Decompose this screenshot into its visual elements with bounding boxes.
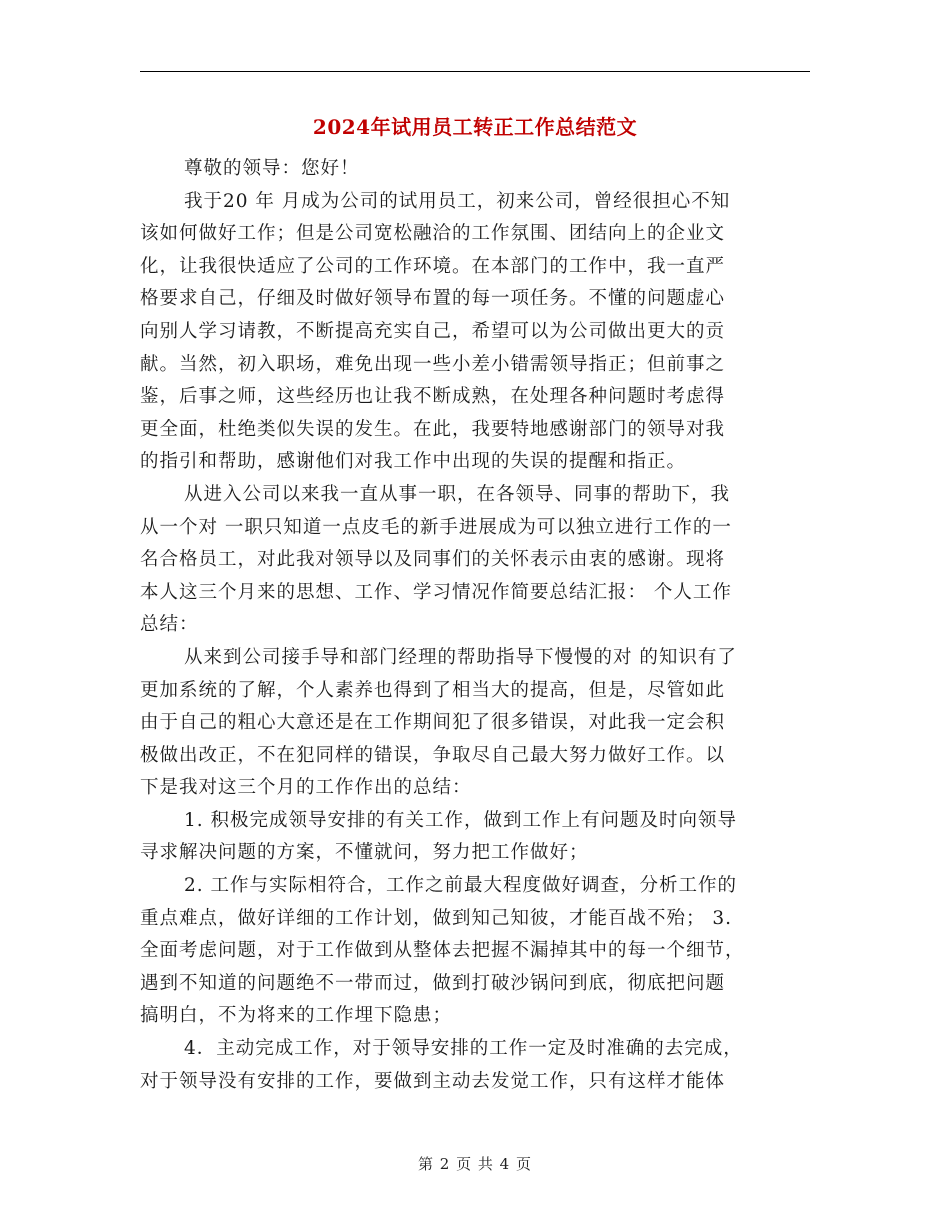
body-line: 1. 积极完成领导安排的有关工作，做到工作上有问题及时向领导 [184, 809, 738, 831]
page-footer: 第 2 页 共 4 页 [418, 1155, 532, 1173]
body-line: 我于20 年 月成为公司的试用员工，初来公司，曾经很担心不知 [184, 190, 731, 212]
body-line: 的指引和帮助，感谢他们对我工作中出现的失误的提醒和指正。 [140, 451, 687, 473]
body-line: 该如何做好工作；但是公司宽松融洽的工作氛围、团结向上的企业文 [140, 223, 726, 245]
body-line: 更全面，杜绝类似失误的发生。在此，我要特地感谢部门的领导对我 [140, 418, 726, 440]
body-line: 献。当然，初入职场，难免出现一些小差小错需领导指正；但前事之 [140, 353, 726, 375]
body-line: 对于领导没有安排的工作，要做到主动去发觉工作，只有这样才能体 [140, 1070, 726, 1092]
body-line: 名合格员工，对此我对领导以及同事们的关怀表示由衷的感谢。现将 [140, 549, 726, 571]
body-line: 从进入公司以来我一直从事一职，在各领导、同事的帮助下，我 [184, 483, 731, 505]
body-line: 格要求自己，仔细及时做好领导布置的每一项任务。不懂的问题虚心 [140, 288, 726, 310]
body-line: 由于自己的粗心大意还是在工作期间犯了很多错误，对此我一定会积 [140, 712, 726, 734]
body-line: 本人这三个月来的思想、工作、学习情况作简要总结汇报： 个人工作 [140, 581, 732, 603]
body-line: 从来到公司接手导和部门经理的帮助指导下慢慢的对 的知识有了 [184, 646, 737, 668]
body-line: 2. 工作与实际相符合，工作之前最大程度做好调查，分析工作的 [184, 875, 738, 897]
body-line: 寻求解决问题的方案，不懂就问，努力把工作做好； [140, 842, 589, 864]
body-line: 下是我对这三个月的工作作出的总结： [140, 777, 472, 799]
body-line: 化，让我很快适应了公司的工作环境。在本部门的工作中，我一直严 [140, 255, 726, 277]
body-line: 全面考虑问题，对于工作做到从整体去把握不漏掉其中的每一个细节， [140, 940, 745, 962]
body-line: 向别人学习请教，不断提高充实自己，希望可以为公司做出更大的贡 [140, 320, 726, 342]
body-line: 尊敬的领导：您好！ [184, 158, 360, 179]
body-line: 更加系统的了解，个人素养也得到了相当大的提高，但是，尽管如此 [140, 679, 726, 701]
body-line: 总结： [140, 614, 199, 636]
body-line: 从一个对 一职只知道一点皮毛的新手进展成为可以独立进行工作的一 [140, 516, 732, 538]
body-line: 4．主动完成工作，对于领导安排的工作一定及时准确的去完成， [184, 1038, 743, 1060]
body-line: 极做出改正，不在犯同样的错误，争取尽自己最大努力做好工作。以 [140, 744, 726, 766]
document-title: 2024年试用员工转正工作总结范文 [312, 115, 638, 139]
header-rule [140, 71, 810, 72]
body-line: 重点难点，做好详细的工作计划，做到知己知彼，才能百战不殆； 3. [140, 907, 733, 929]
body-line: 搞明白，不为将来的工作埋下隐患； [140, 1005, 453, 1027]
document-body [140, 153, 812, 1098]
body-line: 遇到不知道的问题绝不一带而过，做到打破沙锅问到底，彻底把问题 [140, 972, 726, 994]
body-line: 鉴，后事之师，这些经历也让我不断成熟，在处理各种问题时考虑得 [140, 386, 726, 408]
